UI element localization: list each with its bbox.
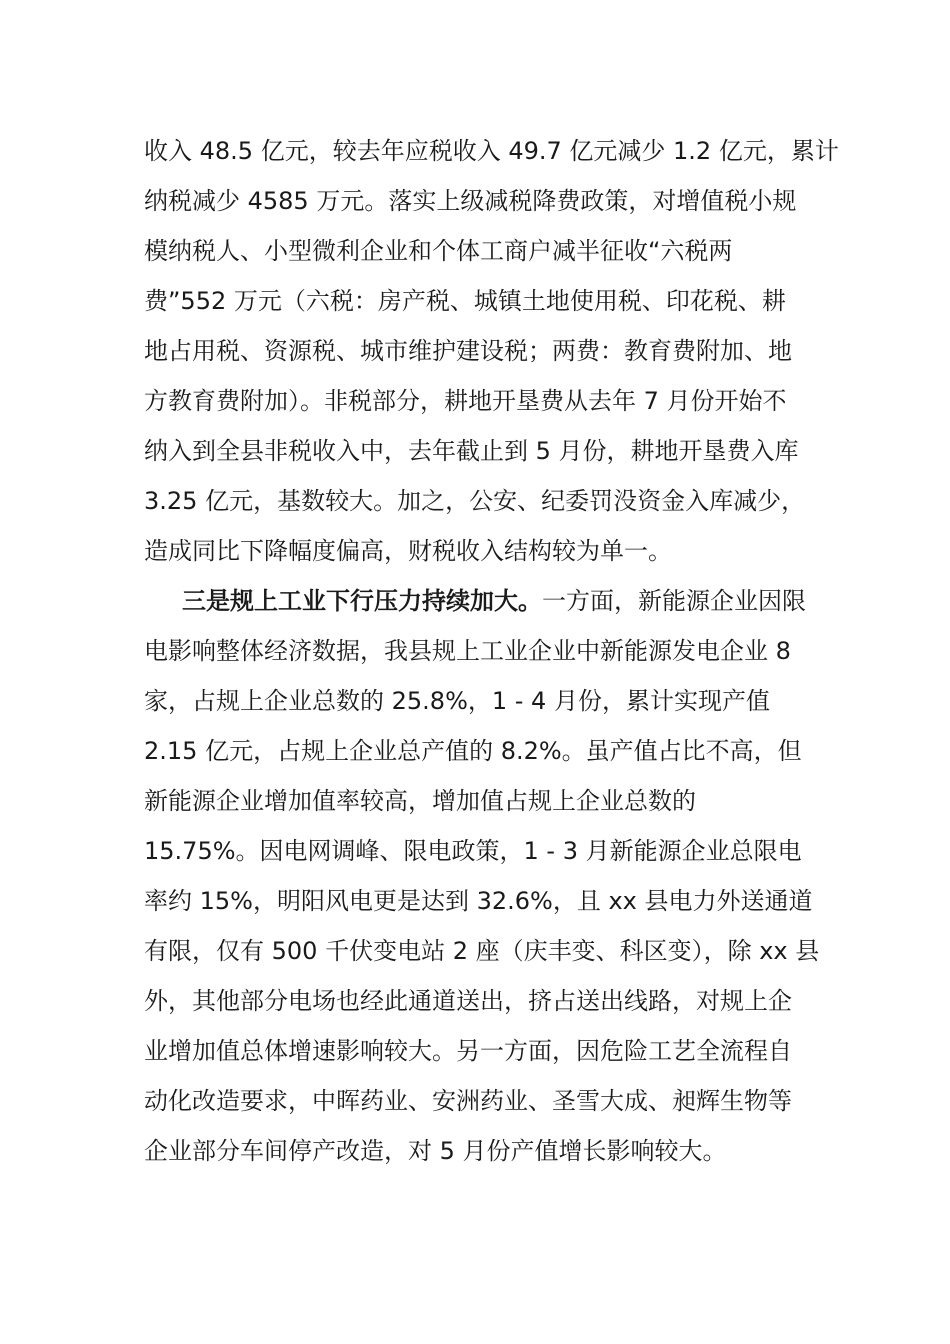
text-line: 2.15 亿元，占规上企业总产值的 8.2%。虽产值占比不高，但 [144, 737, 802, 765]
text-line: 电影响整体经济数据，我县规上工业企业中新能源发电企业 8 [144, 637, 791, 665]
paragraph-first-line [144, 576, 806, 626]
text-line: 企业部分车间停产改造，对 5 月份产值增长影响较大。 [144, 1137, 727, 1165]
text-line: 有限，仅有 500 千伏变电站 2 座（庆丰变、科区变），除 xx 县 [144, 937, 820, 965]
text-line: 造成同比下降幅度偏高，财税收入结构较为单一。 [144, 537, 672, 565]
text-line: 3.25 亿元，基数较大。加之，公安、纪委罚没资金入库减少， [144, 487, 806, 515]
text-line: 家，占规上企业总数的 25.8%，1 - 4 月份，累计实现产值 [144, 687, 770, 715]
text-line: 业增加值总体增速影响较大。另一方面，因危险工艺全流程自 [144, 1037, 792, 1065]
text-line: 模纳税人、小型微利企业和个体工商户减半征收“六税两 [144, 237, 733, 265]
text-line: 纳税减少 4585 万元。落实上级减税降费政策，对增值税小规 [144, 187, 797, 215]
document-body [144, 126, 839, 1176]
text-line: 方教育费附加）。非税部分，耕地开垦费从去年 7 月份开始不 [144, 387, 787, 415]
text-line: 收入 48.5 亿元，较去年应税收入 49.7 亿元减少 1.2 亿元，累计 [144, 137, 839, 165]
text-line: 新能源企业增加值率较高，增加值占规上企业总数的 [144, 787, 696, 815]
text-line: 费”552 万元（六税：房产税、城镇土地使用税、印花税、耕 [144, 287, 786, 315]
text-line: 纳入到全县非税收入中，去年截止到 5 月份，耕地开垦费入库 [144, 437, 799, 465]
text-line: 率约 15%，明阳风电更是达到 32.6%，且 xx 县电力外送通道 [144, 887, 813, 915]
text-line: 地占用税、资源税、城市维护建设税；两费：教育费附加、地 [144, 337, 792, 365]
text-line: 动化改造要求，中晖药业、安洲药业、圣雪大成、昶辉生物等 [144, 1087, 792, 1115]
text-line: 外，其他部分电场也经此通道送出，挤占送出线路，对规上企 [144, 987, 792, 1015]
paragraph-2 [144, 576, 820, 1176]
text-line: 15.75%。因电网调峰、限电政策，1 - 3 月新能源企业总限电 [144, 837, 802, 865]
first-line-text: 一方面，新能源企业因限 [542, 587, 806, 615]
paragraph-heading: 三是规上工业下行压力持续加大。 [182, 587, 542, 615]
paragraph-1 [144, 126, 839, 576]
